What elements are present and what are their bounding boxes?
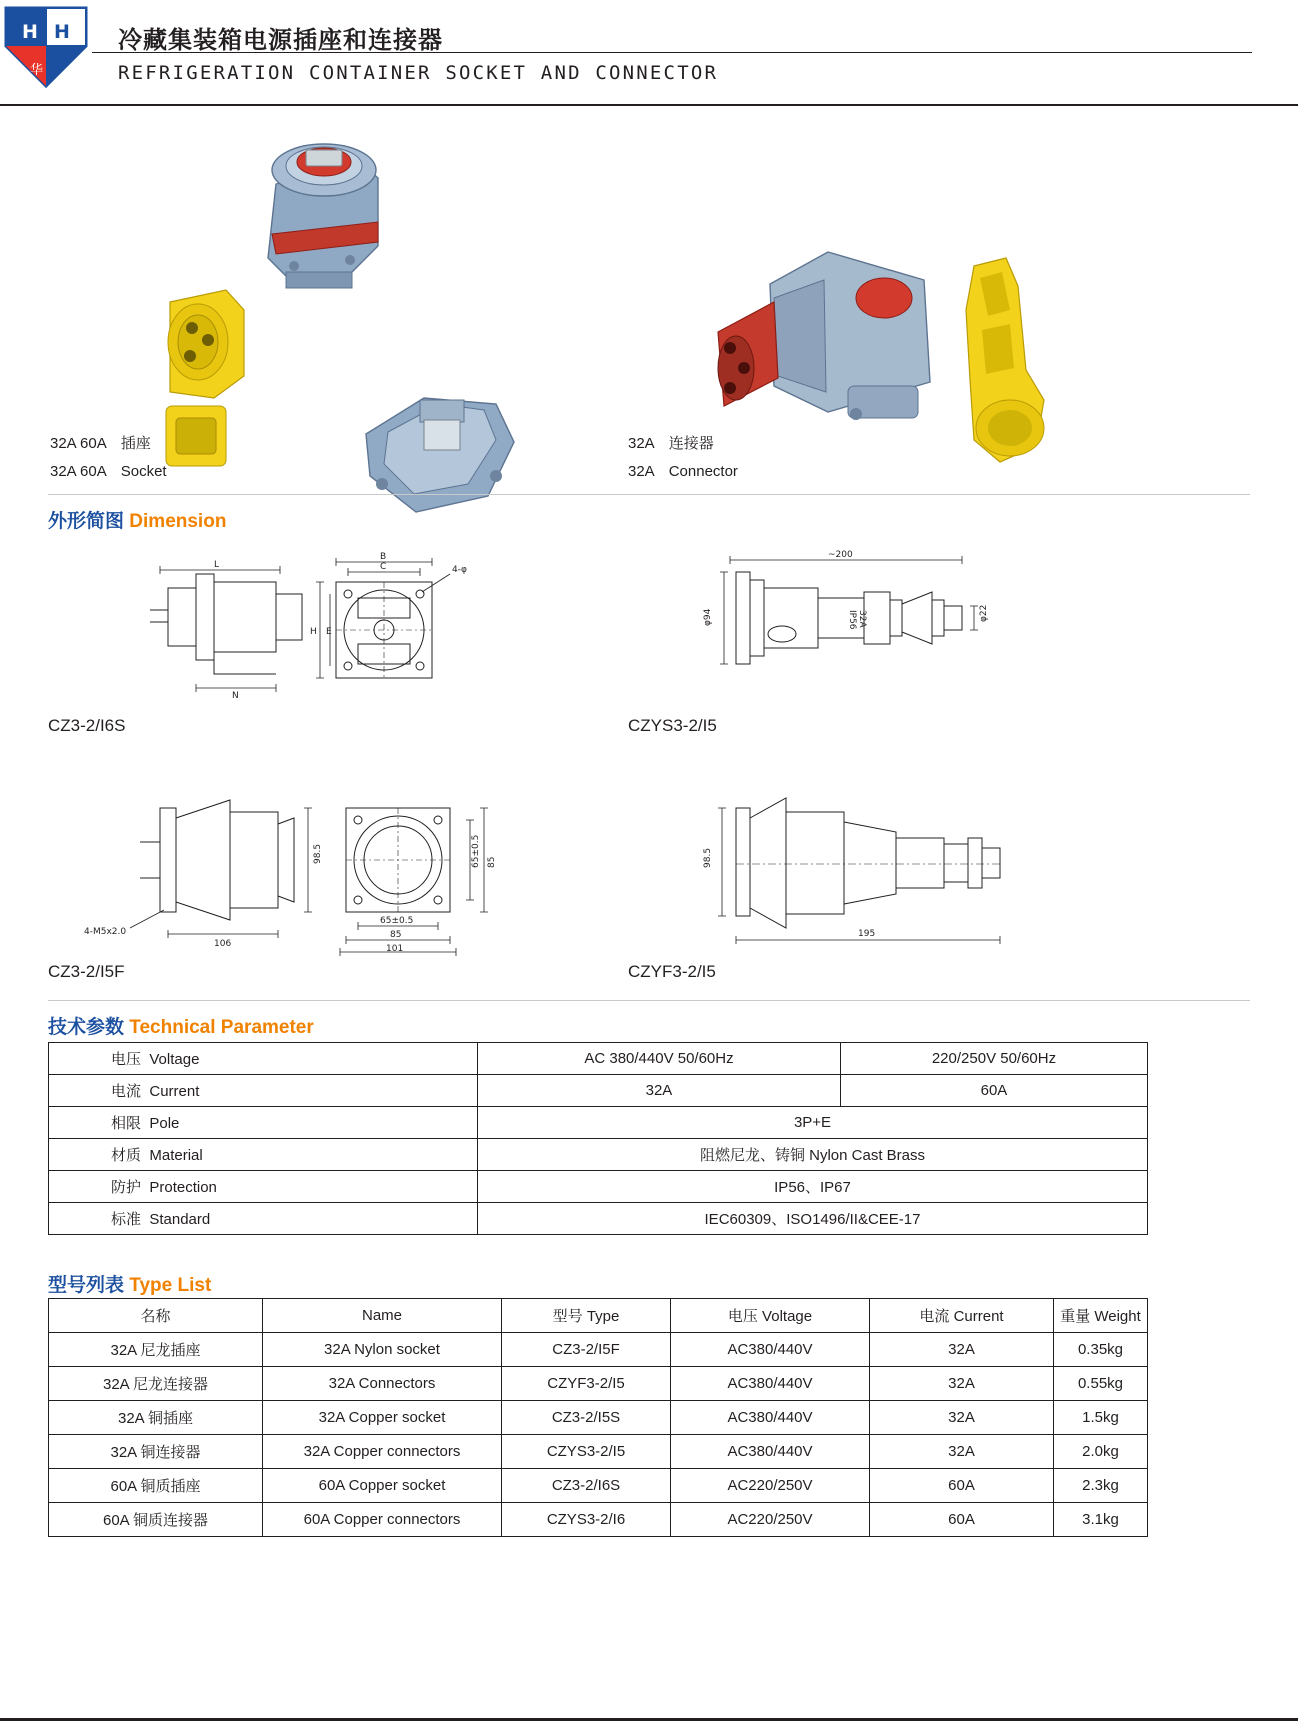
section-title-typelist bbox=[48, 1270, 211, 1297]
page-title-en: REFRIGERATION CONTAINER SOCKET AND CONNECTOR bbox=[118, 62, 719, 84]
section-title-technical-cn: 技术参数 bbox=[48, 1017, 125, 1038]
product-photo-connector bbox=[678, 236, 978, 486]
dimension-model-1: CZ3-2/I6S bbox=[48, 716, 126, 735]
svg-text:H: H bbox=[22, 21, 38, 43]
type-header-weight: 重量 Weight bbox=[1054, 1299, 1148, 1333]
dim-label-65b: 65±0.5 bbox=[380, 916, 414, 926]
type-cell-weight: 1.5kg bbox=[1054, 1401, 1148, 1435]
dim-label-phi94: φ94 bbox=[703, 608, 713, 626]
type-cell-name-cn: 32A 铜连接器 bbox=[49, 1435, 263, 1469]
svg-text:华: 华 bbox=[30, 63, 44, 78]
type-header-name-en: Name bbox=[263, 1299, 502, 1333]
type-header-current: 电流 Current bbox=[870, 1299, 1054, 1333]
type-cell-voltage: AC380/440V bbox=[671, 1435, 870, 1469]
dim-label-200: ~200 bbox=[828, 550, 853, 560]
page-title-cn: 冷藏集装箱电源插座和连接器 bbox=[118, 27, 443, 54]
tech-label-pole: 相限 Pole bbox=[49, 1107, 478, 1139]
tech-value-voltage-2: 220/250V 50/60Hz bbox=[840, 1043, 1147, 1075]
dim-label-4m5: 4-M5x2.0 bbox=[84, 927, 127, 937]
caption-right-en-name: Connector bbox=[668, 463, 738, 480]
tech-value-protection: IP56、IP67 bbox=[478, 1171, 1148, 1203]
table-row bbox=[49, 1333, 1148, 1367]
type-list-table bbox=[48, 1298, 1148, 1537]
type-cell-voltage: AC380/440V bbox=[671, 1333, 870, 1367]
table-row bbox=[49, 1367, 1148, 1401]
type-cell-name-en: 32A Copper connectors bbox=[263, 1435, 502, 1469]
type-cell-weight: 0.55kg bbox=[1054, 1367, 1148, 1401]
caption-left-en bbox=[50, 463, 167, 480]
type-cell-voltage: AC380/440V bbox=[671, 1401, 870, 1435]
type-cell-voltage: AC220/250V bbox=[671, 1503, 870, 1537]
dim-label-H: H bbox=[310, 627, 317, 637]
technical-parameter-table bbox=[48, 1042, 1148, 1235]
dimension-drawing-cz3-2-i6s bbox=[120, 548, 500, 708]
dim-label-101: 101 bbox=[386, 944, 404, 954]
type-cell-type: CZ3-2/I6S bbox=[502, 1469, 671, 1503]
type-cell-type: CZ3-2/I5S bbox=[502, 1401, 671, 1435]
table-row bbox=[49, 1075, 1148, 1107]
tech-value-material: 阻燃尼龙、铸铜 Nylon Cast Brass bbox=[478, 1139, 1148, 1171]
tech-label-material: 材质 Material bbox=[49, 1139, 478, 1171]
type-cell-name-en: 32A Copper socket bbox=[263, 1401, 502, 1435]
table-row bbox=[49, 1401, 1148, 1435]
header-bottom-rule bbox=[0, 104, 1298, 106]
type-cell-weight: 3.1kg bbox=[1054, 1503, 1148, 1537]
type-cell-voltage: AC220/250V bbox=[671, 1469, 870, 1503]
dim-label-65a: 65±0.5 bbox=[471, 834, 481, 868]
type-cell-current: 60A bbox=[870, 1503, 1054, 1537]
caption-right-en-current: 32A bbox=[628, 463, 655, 480]
dim-label-E: E bbox=[326, 627, 332, 637]
tech-value-voltage-1: AC 380/440V 50/60Hz bbox=[478, 1043, 841, 1075]
type-cell-current: 32A bbox=[870, 1333, 1054, 1367]
type-cell-name-en: 60A Copper connectors bbox=[263, 1503, 502, 1537]
caption-left-en-name: Socket bbox=[120, 463, 167, 480]
section-title-typelist-cn: 型号列表 bbox=[48, 1275, 125, 1296]
caption-right-cn bbox=[628, 432, 714, 453]
type-cell-weight: 2.3kg bbox=[1054, 1469, 1148, 1503]
type-cell-name-cn: 60A 铜质插座 bbox=[49, 1469, 263, 1503]
type-cell-type: CZ3-2/I5F bbox=[502, 1333, 671, 1367]
tech-value-pole: 3P+E bbox=[478, 1107, 1148, 1139]
type-cell-current: 32A bbox=[870, 1401, 1054, 1435]
dim-label-L: L bbox=[214, 560, 220, 570]
dim-label-85a: 85 bbox=[487, 856, 497, 868]
dim-label-85b: 85 bbox=[390, 930, 402, 940]
type-header-type: 型号 Type bbox=[502, 1299, 671, 1333]
type-cell-current: 32A bbox=[870, 1367, 1054, 1401]
type-header-voltage: 电压 Voltage bbox=[671, 1299, 870, 1333]
dimension-model-3: CZ3-2/I5F bbox=[48, 962, 125, 981]
dim-label-985b: 98.5 bbox=[703, 847, 713, 868]
type-cell-type: CZYS3-2/I6 bbox=[502, 1503, 671, 1537]
dim-label-106: 106 bbox=[214, 939, 232, 949]
product-photo-yellow-socket bbox=[140, 280, 270, 480]
type-cell-name-cn: 60A 铜质连接器 bbox=[49, 1503, 263, 1537]
company-logo bbox=[0, 0, 92, 104]
table-row bbox=[49, 1139, 1148, 1171]
dim-label-C: C bbox=[380, 562, 387, 572]
dimension-drawing-cz3-2-i5f bbox=[80, 782, 520, 962]
type-cell-name-cn: 32A 尼龙插座 bbox=[49, 1333, 263, 1367]
type-cell-voltage: AC380/440V bbox=[671, 1367, 870, 1401]
section-title-typelist-en: Type List bbox=[129, 1275, 212, 1296]
table-row bbox=[49, 1503, 1148, 1537]
dim-label-phi22: φ22 bbox=[979, 604, 989, 622]
dim-label-N: N bbox=[232, 691, 239, 701]
tech-label-standard: 标准 Standard bbox=[49, 1203, 478, 1235]
dim-label-B: B bbox=[380, 552, 387, 562]
caption-left-cn bbox=[50, 432, 151, 453]
type-cell-weight: 0.35kg bbox=[1054, 1333, 1148, 1367]
type-cell-type: CZYS3-2/I5 bbox=[502, 1435, 671, 1469]
dim-label-4phi: 4-φ bbox=[452, 565, 467, 575]
type-cell-name-en: 32A Connectors bbox=[263, 1367, 502, 1401]
table-row bbox=[49, 1043, 1148, 1075]
table-row bbox=[49, 1107, 1148, 1139]
section-title-technical bbox=[48, 1012, 314, 1039]
type-header-name-cn: 名称 bbox=[49, 1299, 263, 1333]
type-cell-current: 60A bbox=[870, 1469, 1054, 1503]
caption-left-cn-current: 32A 60A bbox=[50, 435, 107, 452]
type-cell-name-en: 60A Copper socket bbox=[263, 1469, 502, 1503]
dim-label-ip56: IP56 bbox=[847, 610, 857, 630]
product-photo-blue-socket-lower bbox=[348, 380, 528, 530]
tech-value-current-2: 60A bbox=[840, 1075, 1147, 1107]
section-title-dimension bbox=[48, 506, 226, 533]
caption-right-cn-current: 32A bbox=[628, 435, 655, 452]
tech-label-voltage: 电压 Voltage bbox=[49, 1043, 478, 1075]
dimension-model-2: CZYS3-2/I5 bbox=[628, 716, 717, 735]
caption-left-en-current: 32A 60A bbox=[50, 463, 107, 480]
tech-value-current-1: 32A bbox=[478, 1075, 841, 1107]
table-row bbox=[49, 1203, 1148, 1235]
svg-text:H: H bbox=[54, 21, 70, 43]
type-cell-weight: 2.0kg bbox=[1054, 1435, 1148, 1469]
page-header bbox=[0, 0, 1298, 104]
table-row bbox=[49, 1171, 1148, 1203]
product-photo-yellow-handle bbox=[940, 250, 1080, 490]
dimension-drawing-czys3-2-i5 bbox=[700, 548, 1030, 698]
type-cell-name-cn: 32A 铜插座 bbox=[49, 1401, 263, 1435]
divider-after-photos bbox=[48, 494, 1250, 495]
table-row bbox=[49, 1469, 1148, 1503]
tech-label-protection: 防护 Protection bbox=[49, 1171, 478, 1203]
dim-label-195: 195 bbox=[858, 929, 876, 939]
tech-label-current: 电流 Current bbox=[49, 1075, 478, 1107]
divider-after-dimension bbox=[48, 1000, 1250, 1001]
tech-value-standard: IEC60309、ISO1496/II&CEE-17 bbox=[478, 1203, 1148, 1235]
table-row bbox=[49, 1435, 1148, 1469]
dimension-model-4: CZYF3-2/I5 bbox=[628, 962, 716, 981]
type-cell-name-cn: 32A 尼龙连接器 bbox=[49, 1367, 263, 1401]
section-title-dimension-cn: 外形简图 bbox=[48, 511, 125, 532]
table-header-row bbox=[49, 1299, 1148, 1333]
type-cell-type: CZYF3-2/I5 bbox=[502, 1367, 671, 1401]
dim-label-32a: 32A bbox=[857, 610, 867, 628]
dim-label-985: 98.5 bbox=[313, 843, 323, 864]
caption-right-en bbox=[628, 463, 738, 480]
section-title-technical-en: Technical Parameter bbox=[129, 1017, 314, 1038]
section-title-dimension-en: Dimension bbox=[129, 511, 227, 532]
type-cell-name-en: 32A Nylon socket bbox=[263, 1333, 502, 1367]
caption-right-cn-name: 连接器 bbox=[668, 435, 714, 452]
type-cell-current: 32A bbox=[870, 1435, 1054, 1469]
caption-left-cn-name: 插座 bbox=[120, 435, 151, 452]
dimension-drawing-czyf3-2-i5 bbox=[700, 782, 1050, 952]
